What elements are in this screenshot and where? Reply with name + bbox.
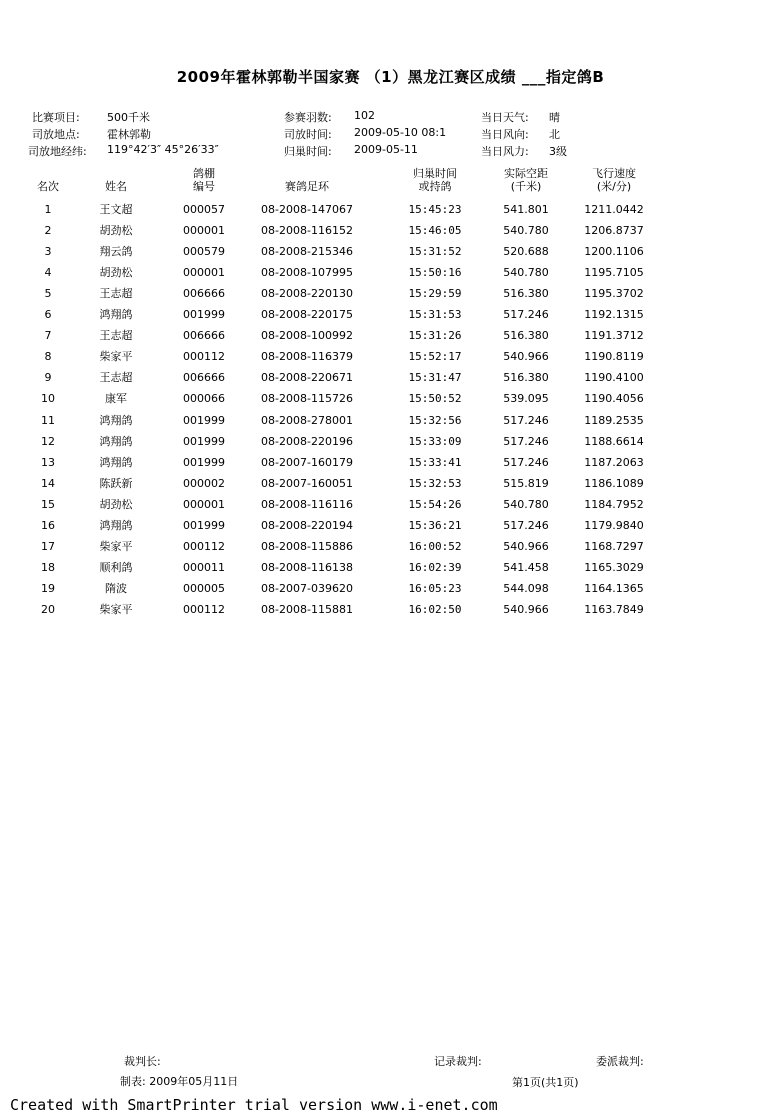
cell-rank: 18 xyxy=(41,560,55,574)
wind-force-value: 3级 xyxy=(549,145,567,158)
cell-return-time: 15:46:05 xyxy=(408,224,462,238)
birds-count-label: 参赛羽数: xyxy=(284,111,332,124)
header-speed-line1: 飞行速度 xyxy=(592,167,636,180)
wind-direction-value: 北 xyxy=(549,128,560,141)
recorder-label: 记录裁判: xyxy=(434,1055,482,1068)
cell-rank: 10 xyxy=(41,392,55,406)
header-distance-line2: (千米) xyxy=(510,180,542,193)
cell-name: 翔云鸽 xyxy=(99,245,133,259)
cell-ring: 08-2008-115881 xyxy=(261,602,353,616)
weather-label: 当日天气: xyxy=(481,111,529,124)
cell-speed: 1195.3702 xyxy=(584,287,644,301)
cell-name: 陈跃新 xyxy=(99,476,133,490)
table-row xyxy=(0,220,781,241)
cell-loft-id: 000112 xyxy=(183,539,225,553)
table-row xyxy=(0,452,781,473)
header-distance-line1: 实际空距 xyxy=(504,167,548,180)
cell-speed: 1184.7952 xyxy=(584,497,644,511)
header-loft-line1: 鸽棚 xyxy=(193,167,215,180)
cell-speed: 1189.2535 xyxy=(584,413,644,427)
cell-return-time: 16:00:52 xyxy=(408,539,462,553)
cell-return-time: 15:31:47 xyxy=(408,371,462,385)
cell-loft-id: 000005 xyxy=(183,581,225,595)
table-row xyxy=(0,262,781,283)
cell-return-time: 15:45:23 xyxy=(408,203,462,216)
cell-rank: 3 xyxy=(44,245,52,259)
table-row xyxy=(0,199,781,220)
header-speed-line2: (米/分) xyxy=(596,180,632,193)
table-row xyxy=(0,388,781,409)
cell-return-time: 15:50:16 xyxy=(408,266,462,280)
cell-speed: 1190.8119 xyxy=(584,350,644,364)
page-number: 第1页(共1页) xyxy=(512,1076,579,1089)
cell-speed: 1179.9840 xyxy=(584,518,644,532)
cell-rank: 19 xyxy=(41,581,55,595)
cell-name: 鸿翔鸽 xyxy=(99,308,133,322)
cell-speed: 1186.1089 xyxy=(584,476,644,490)
cell-loft-id: 000579 xyxy=(183,245,225,259)
wind-force-label: 当日风力: xyxy=(481,145,529,158)
cell-ring: 08-2008-215346 xyxy=(261,245,353,259)
header-time-line2: 或持鸽 xyxy=(418,180,452,193)
cell-return-time: 15:36:21 xyxy=(408,518,462,532)
cell-ring: 08-2007-160179 xyxy=(261,455,353,469)
header-loft-line2: 编号 xyxy=(193,180,215,193)
cell-rank: 14 xyxy=(41,476,55,490)
cell-ring: 08-2007-039620 xyxy=(261,581,353,595)
cell-speed: 1190.4056 xyxy=(584,392,644,406)
cell-rank: 8 xyxy=(44,350,52,364)
cell-name: 鸿翔鸽 xyxy=(99,455,133,469)
table-row xyxy=(0,346,781,367)
cell-loft-id: 000001 xyxy=(183,266,225,280)
cell-ring: 08-2008-116379 xyxy=(261,350,353,364)
table-row xyxy=(0,494,781,515)
cell-rank: 15 xyxy=(41,497,55,511)
referee-chief-label: 裁判长: xyxy=(124,1055,161,1068)
cell-name: 胡劲松 xyxy=(99,266,133,280)
release-coords-value: 119°42′3″ 45°26′33″ xyxy=(107,143,219,156)
release-place-label: 司放地点: xyxy=(32,128,80,141)
cell-name: 顺利鸽 xyxy=(99,560,133,574)
table-row xyxy=(0,599,781,620)
cell-ring: 08-2008-116116 xyxy=(261,497,353,511)
cell-loft-id: 000002 xyxy=(183,476,225,490)
cell-loft-id: 001999 xyxy=(183,434,225,448)
cell-rank: 2 xyxy=(44,224,52,238)
cell-speed: 1187.2063 xyxy=(584,455,644,469)
cell-loft-id: 000066 xyxy=(183,392,225,406)
cell-return-time: 15:50:52 xyxy=(408,392,462,406)
cell-rank: 13 xyxy=(41,455,55,469)
cell-name: 王志超 xyxy=(99,287,133,301)
cell-return-time: 15:31:26 xyxy=(408,329,462,343)
cell-distance: 517.246 xyxy=(503,434,549,448)
appointed-referee-label: 委派裁判: xyxy=(596,1055,644,1068)
cell-distance: 517.246 xyxy=(503,308,549,322)
cell-loft-id: 000001 xyxy=(183,497,225,511)
cell-name: 柴家平 xyxy=(99,539,133,553)
cell-speed: 1206.8737 xyxy=(584,224,644,238)
cell-return-time: 16:02:39 xyxy=(408,560,462,574)
weather-value: 晴 xyxy=(549,111,560,124)
cell-speed: 1164.1365 xyxy=(584,581,644,595)
cell-ring: 08-2008-115726 xyxy=(261,392,353,406)
table-row xyxy=(0,367,781,388)
cell-loft-id: 006666 xyxy=(183,371,225,385)
cell-name: 胡劲松 xyxy=(99,497,133,511)
header-ring: 赛鸽足环 xyxy=(285,180,329,193)
cell-rank: 1 xyxy=(44,203,52,216)
cell-loft-id: 001999 xyxy=(183,413,225,427)
made-by-date: 制表: 2009年05月11日 xyxy=(120,1075,239,1088)
cell-speed: 1165.3029 xyxy=(584,560,644,574)
cell-speed: 1195.7105 xyxy=(584,266,644,280)
cell-distance: 516.380 xyxy=(503,287,549,301)
page-title: 2009年霍林郭勒半国家赛 （1）黑龙江赛区成绩 ___指定鸽B xyxy=(176,68,605,86)
cell-loft-id: 000112 xyxy=(183,602,225,616)
cell-distance: 516.380 xyxy=(503,329,549,343)
header-time-line1: 归巢时间 xyxy=(413,167,457,180)
cell-name: 鸿翔鸽 xyxy=(99,434,133,448)
cell-return-time: 16:05:23 xyxy=(408,581,462,595)
cell-speed: 1191.3712 xyxy=(584,329,644,343)
cell-speed: 1211.0442 xyxy=(584,203,644,216)
cell-distance: 541.801 xyxy=(503,203,549,216)
cell-loft-id: 006666 xyxy=(183,329,225,343)
cell-distance: 515.819 xyxy=(503,476,549,490)
cell-loft-id: 006666 xyxy=(183,287,225,301)
cell-loft-id: 000001 xyxy=(183,224,225,238)
cell-distance: 516.380 xyxy=(503,371,549,385)
cell-ring: 08-2008-107995 xyxy=(261,266,353,280)
trial-watermark: Created with SmartPrinter trial version www.i-enet.com xyxy=(10,1096,498,1114)
table-row xyxy=(0,578,781,599)
cell-rank: 17 xyxy=(41,539,55,553)
cell-speed: 1200.1106 xyxy=(584,245,644,259)
cell-distance: 540.780 xyxy=(503,266,549,280)
release-coords-label: 司放地经纬: xyxy=(28,145,87,158)
cell-name: 鸿翔鸽 xyxy=(99,518,133,532)
cell-name: 柴家平 xyxy=(99,602,133,616)
cell-rank: 6 xyxy=(44,308,52,322)
cell-speed: 1163.7849 xyxy=(584,602,644,616)
cell-rank: 16 xyxy=(41,518,55,532)
table-row xyxy=(0,410,781,431)
cell-return-time: 15:31:53 xyxy=(408,308,462,322)
cell-distance: 520.688 xyxy=(503,245,549,259)
table-row xyxy=(0,241,781,262)
table-row xyxy=(0,473,781,494)
cell-distance: 540.780 xyxy=(503,497,549,511)
cell-loft-id: 000011 xyxy=(183,560,225,574)
cell-ring: 08-2008-220175 xyxy=(261,308,353,322)
release-time-label: 司放时间: xyxy=(284,128,332,141)
cell-distance: 517.246 xyxy=(503,413,549,427)
cell-distance: 541.458 xyxy=(503,560,549,574)
cell-ring: 08-2008-220671 xyxy=(261,371,353,385)
cell-speed: 1188.6614 xyxy=(584,434,644,448)
cell-loft-id: 000057 xyxy=(183,203,225,216)
table-row xyxy=(0,304,781,325)
cell-return-time: 15:33:41 xyxy=(408,455,462,469)
cell-ring: 08-2008-147067 xyxy=(261,203,353,216)
cell-distance: 517.246 xyxy=(503,455,549,469)
return-time-value: 2009-05-11 xyxy=(354,143,418,156)
cell-distance: 540.966 xyxy=(503,602,549,616)
header-rank: 名次 xyxy=(37,180,59,193)
table-row xyxy=(0,557,781,578)
cell-return-time: 16:02:50 xyxy=(408,602,462,616)
return-time-label: 归巢时间: xyxy=(284,145,332,158)
cell-ring: 08-2008-116138 xyxy=(261,560,353,574)
cell-loft-id: 001999 xyxy=(183,518,225,532)
cell-ring: 08-2008-100992 xyxy=(261,329,353,343)
cell-rank: 12 xyxy=(41,434,55,448)
cell-distance: 540.966 xyxy=(503,350,549,364)
cell-distance: 539.095 xyxy=(503,392,549,406)
cell-rank: 7 xyxy=(44,329,52,343)
cell-ring: 08-2008-278001 xyxy=(261,413,353,427)
table-row xyxy=(0,283,781,304)
cell-distance: 540.966 xyxy=(503,539,549,553)
cell-rank: 4 xyxy=(44,266,52,280)
cell-loft-id: 001999 xyxy=(183,308,225,322)
cell-rank: 5 xyxy=(44,287,52,301)
cell-speed: 1192.1315 xyxy=(584,308,644,322)
cell-rank: 9 xyxy=(44,371,52,385)
cell-ring: 08-2008-115886 xyxy=(261,539,353,553)
cell-name: 康军 xyxy=(105,392,127,406)
cell-ring: 08-2008-220196 xyxy=(261,434,353,448)
cell-name: 鸿翔鸽 xyxy=(99,413,133,427)
cell-ring: 08-2007-160051 xyxy=(261,476,353,490)
cell-name: 王志超 xyxy=(99,329,133,343)
cell-distance: 544.098 xyxy=(503,581,549,595)
cell-name: 王志超 xyxy=(99,371,133,385)
cell-return-time: 15:29:59 xyxy=(408,287,462,301)
release-place-value: 霍林郭勒 xyxy=(107,128,151,141)
release-time-value: 2009-05-10 08:1 xyxy=(354,126,447,139)
cell-rank: 20 xyxy=(41,602,55,616)
event-value: 500千米 xyxy=(107,111,150,124)
table-row xyxy=(0,431,781,452)
event-label: 比赛项目: xyxy=(32,111,80,124)
cell-distance: 540.780 xyxy=(503,224,549,238)
cell-return-time: 15:52:17 xyxy=(408,350,462,364)
cell-ring: 08-2008-220130 xyxy=(261,287,353,301)
cell-return-time: 15:32:56 xyxy=(408,413,462,427)
cell-name: 王文超 xyxy=(99,203,133,216)
cell-distance: 517.246 xyxy=(503,518,549,532)
table-row xyxy=(0,325,781,346)
cell-speed: 1190.4100 xyxy=(584,371,644,385)
cell-rank: 11 xyxy=(41,413,55,427)
table-row xyxy=(0,515,781,536)
cell-name: 胡劲松 xyxy=(99,224,133,238)
cell-name: 隋波 xyxy=(105,581,127,595)
wind-direction-label: 当日风向: xyxy=(481,128,529,141)
header-name: 姓名 xyxy=(105,180,127,193)
cell-ring: 08-2008-220194 xyxy=(261,518,353,532)
cell-ring: 08-2008-116152 xyxy=(261,224,353,238)
cell-loft-id: 000112 xyxy=(183,350,225,364)
birds-count-value: 102 xyxy=(354,109,375,122)
cell-speed: 1168.7297 xyxy=(584,539,644,553)
cell-name: 柴家平 xyxy=(99,350,133,364)
table-row xyxy=(0,536,781,557)
cell-return-time: 15:32:53 xyxy=(408,476,462,490)
cell-return-time: 15:33:09 xyxy=(408,434,462,448)
cell-return-time: 15:31:52 xyxy=(408,245,462,259)
cell-return-time: 15:54:26 xyxy=(408,497,462,511)
cell-loft-id: 001999 xyxy=(183,455,225,469)
